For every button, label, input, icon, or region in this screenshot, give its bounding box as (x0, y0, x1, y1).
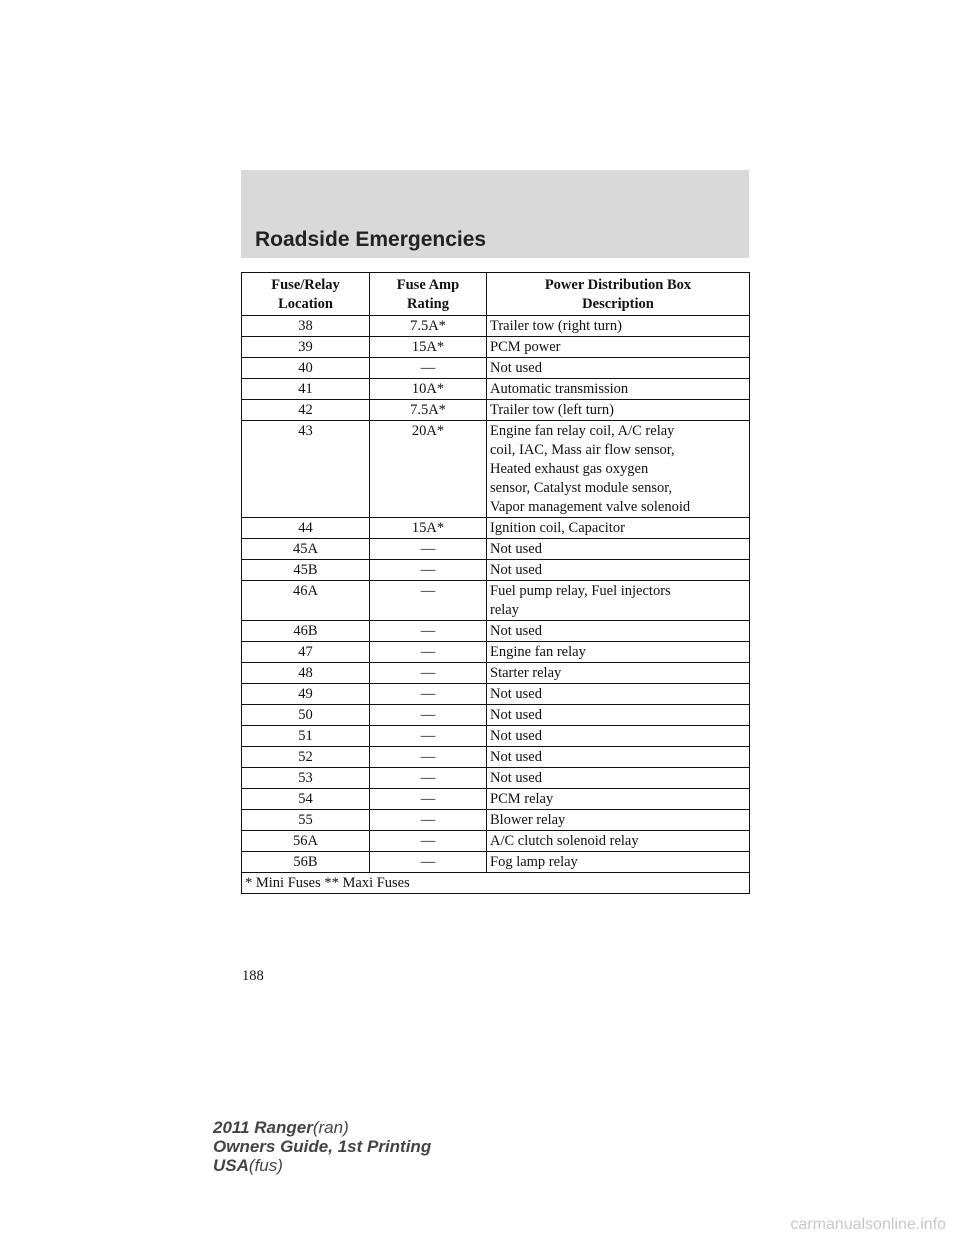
description-line: coil, IAC, Mass air flow sensor, (490, 442, 675, 458)
table-header-row (242, 273, 750, 316)
description-line: sensor, Catalyst module sensor, (490, 480, 673, 496)
header-location: Fuse/Relay Location (242, 273, 370, 316)
cell-description (487, 379, 750, 400)
description-line: PCM power (490, 339, 561, 355)
description-line: PCM relay (490, 791, 554, 807)
table-row (242, 539, 750, 560)
cell-location: 56B (242, 852, 370, 873)
cell-amp-rating: — (370, 810, 487, 831)
cell-amp-rating: — (370, 560, 487, 581)
description-line: Not used (490, 623, 542, 639)
footer-market-code: (fus) (248, 1156, 283, 1175)
cell-amp-rating: — (370, 747, 487, 768)
cell-location: 56A (242, 831, 370, 852)
cell-location: 54 (242, 789, 370, 810)
cell-amp-rating: — (370, 642, 487, 663)
cell-location: 38 (242, 316, 370, 337)
cell-location: 45B (242, 560, 370, 581)
table-row (242, 810, 750, 831)
cell-amp-rating: — (370, 684, 487, 705)
cell-description (487, 518, 750, 539)
cell-description (487, 539, 750, 560)
cell-description (487, 642, 750, 663)
cell-location: 48 (242, 663, 370, 684)
description-line: Not used (490, 686, 542, 702)
description-line: Heated exhaust gas oxygen (490, 461, 649, 477)
cell-location: 52 (242, 747, 370, 768)
table-row (242, 831, 750, 852)
table-row (242, 642, 750, 663)
footer-model-code: (ran) (312, 1118, 349, 1137)
cell-amp-rating: — (370, 852, 487, 873)
table-row (242, 421, 750, 518)
cell-location: 39 (242, 337, 370, 358)
header-description: Power Distribution Box Description (487, 273, 750, 316)
description-line: Starter relay (490, 665, 562, 681)
cell-description (487, 726, 750, 747)
table-row (242, 789, 750, 810)
footer-print-info (213, 1118, 431, 1175)
cell-description (487, 663, 750, 684)
cell-amp-rating: — (370, 768, 487, 789)
cell-description (487, 789, 750, 810)
table-row (242, 358, 750, 379)
description-line: Not used (490, 360, 542, 376)
cell-location: 51 (242, 726, 370, 747)
cell-description (487, 705, 750, 726)
fuse-table (241, 272, 750, 894)
cell-description (487, 621, 750, 642)
cell-amp-rating: — (370, 789, 487, 810)
table-row (242, 684, 750, 705)
cell-location: 50 (242, 705, 370, 726)
cell-description (487, 810, 750, 831)
table-row (242, 663, 750, 684)
description-line: Not used (490, 770, 542, 786)
cell-description (487, 358, 750, 379)
cell-location: 53 (242, 768, 370, 789)
table-row (242, 621, 750, 642)
cell-description (487, 684, 750, 705)
description-line: Engine fan relay coil, A/C relay (490, 423, 675, 439)
table-row (242, 768, 750, 789)
description-line: Not used (490, 728, 542, 744)
table-row (242, 518, 750, 539)
cell-description (487, 316, 750, 337)
cell-amp-rating: — (370, 621, 487, 642)
cell-amp-rating: — (370, 539, 487, 560)
cell-amp-rating: 15A* (370, 337, 487, 358)
description-line: Trailer tow (left turn) (490, 402, 614, 418)
cell-location: 45A (242, 539, 370, 560)
description-line: Engine fan relay (490, 644, 586, 660)
cell-description (487, 747, 750, 768)
table-row (242, 316, 750, 337)
description-line: relay (490, 602, 519, 618)
table-row (242, 705, 750, 726)
description-line: Automatic transmission (490, 381, 629, 397)
cell-location: 46A (242, 581, 370, 621)
cell-location: 41 (242, 379, 370, 400)
cell-amp-rating: 7.5A* (370, 316, 487, 337)
cell-description (487, 581, 750, 621)
table-row (242, 560, 750, 581)
cell-description (487, 768, 750, 789)
cell-amp-rating: 20A* (370, 421, 487, 518)
cell-location: 55 (242, 810, 370, 831)
description-line: A/C clutch solenoid relay (490, 833, 639, 849)
cell-description (487, 852, 750, 873)
cell-amp-rating: — (370, 726, 487, 747)
description-line: Not used (490, 707, 542, 723)
table-note-row (242, 873, 750, 894)
header-amp-rating: Fuse Amp Rating (370, 273, 487, 316)
cell-description (487, 421, 750, 518)
section-title: Roadside Emergencies (255, 228, 487, 251)
cell-description (487, 337, 750, 358)
description-line: Trailer tow (right turn) (490, 318, 622, 334)
footer-edition: Owners Guide, 1st Printing (213, 1137, 432, 1156)
cell-amp-rating: — (370, 705, 487, 726)
cell-location: 40 (242, 358, 370, 379)
cell-amp-rating: — (370, 663, 487, 684)
description-line: Vapor management valve solenoid (490, 499, 691, 515)
description-line: Fog lamp relay (490, 854, 578, 870)
description-line: Not used (490, 562, 542, 578)
cell-location: 43 (242, 421, 370, 518)
table-row (242, 726, 750, 747)
cell-description (487, 831, 750, 852)
cell-location: 42 (242, 400, 370, 421)
table-row (242, 852, 750, 873)
cell-location: 44 (242, 518, 370, 539)
table-row (242, 400, 750, 421)
description-line: Ignition coil, Capacitor (490, 520, 625, 536)
footer-model: 2011 Ranger (213, 1118, 313, 1137)
table-row (242, 379, 750, 400)
cell-amp-rating: — (370, 581, 487, 621)
description-line: Blower relay (490, 812, 566, 828)
table-row (242, 747, 750, 768)
cell-location: 47 (242, 642, 370, 663)
cell-description (487, 400, 750, 421)
cell-location: 49 (242, 684, 370, 705)
page-number: 188 (242, 968, 264, 984)
description-line: Fuel pump relay, Fuel injectors (490, 583, 671, 599)
cell-amp-rating: — (370, 831, 487, 852)
cell-description (487, 560, 750, 581)
footer-market: USA (213, 1156, 249, 1175)
cell-amp-rating: 7.5A* (370, 400, 487, 421)
cell-location: 46B (242, 621, 370, 642)
watermark: carmanualsonline.info (790, 1216, 946, 1233)
cell-amp-rating: 15A* (370, 518, 487, 539)
cell-amp-rating: 10A* (370, 379, 487, 400)
description-line: Not used (490, 541, 542, 557)
description-line: Not used (490, 749, 542, 765)
table-note: * Mini Fuses ** Maxi Fuses (242, 873, 750, 894)
fuse-table-body (242, 316, 750, 873)
cell-amp-rating: — (370, 358, 487, 379)
table-row (242, 337, 750, 358)
table-row (242, 581, 750, 621)
